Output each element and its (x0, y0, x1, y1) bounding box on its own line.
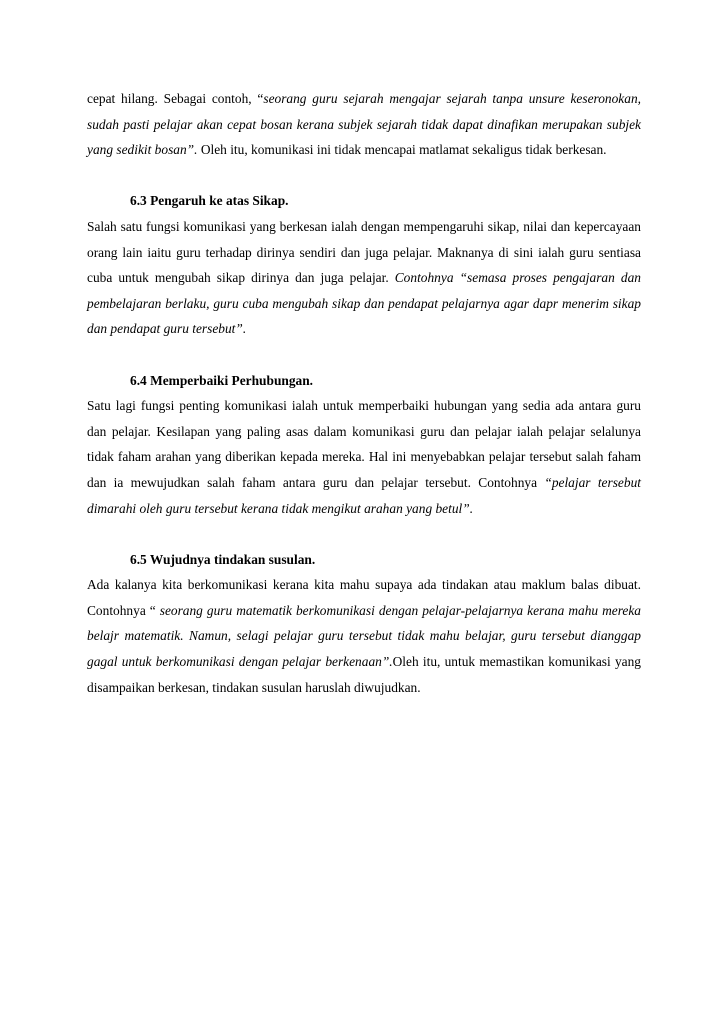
section-paragraph-6-3 (87, 214, 641, 342)
section-6-5-text: Ada kalanya kita berkomunikasi kerana kita mahu supaya ada tindakan atau maklum balas dibuat. Contohnya “ (87, 577, 641, 618)
spacer (87, 521, 641, 547)
section-6-5-quote: seorang guru matematik berkomunikasi dengan pelajar-pelajarnya kerana mahu mereka belajr matematik. Namun, selagi pelajar guru tersebut tidak mahu belajar, guru tersebut dianggap gagal untuk berkomunikasi dengan pelajar berkenaan”. (87, 602, 641, 670)
section-paragraph-6-5 (87, 572, 641, 700)
intro-quote: seorang guru sejarah mengajar sejarah tanpa unsure keseronokan, sudah pasti pelajar akan cepat bosan kerana subjek sejarah tidak dapat dinafikan merupakan subjek yang sedikit bosan”. (87, 91, 641, 158)
intro-text: cepat hilang. Sebagai contoh, “ (87, 91, 264, 106)
spacer (87, 342, 641, 368)
intro-paragraph (87, 86, 641, 163)
section-6-3-text: Salah satu fungsi komunikasi yang berkesan ialah dengan mempengaruhi sikap, nilai dan kepercayaan orang lain iaitu guru terhadap dirinya sendiri dan juga pelajar. Maknanya di sini ialah guru sentiasa cuba untuk mengubah sikap dirinya dan juga pelajar. (87, 218, 641, 286)
section-heading-6-5: 6.5 Wujudnya tindakan susulan. (130, 551, 316, 567)
section-6-4-text: Satu lagi fungsi penting komunikasi ialah untuk memperbaiki hubungan yang sedia ada antara guru dan pelajar. Kesilapan yang paling asas dalam komunikasi guru dan pelajar ialah pelajar selalunya tidak faham arahan yang diberikan kepada mereka. Hal ini menyebabkan pelajar tersebut salah faham dan ia mewujudkan salah faham antara guru dan pelajar tersebut. Contohnya (87, 398, 641, 490)
section-6-3-quote: Contohnya “semasa proses pengajaran dan pembelajaran berlaku, guru cuba mengubah sikap dan pendapat pelajarnya agar dapr menerim sikap dan pendapat guru tersebut”. (87, 270, 641, 337)
section-6-4-quote: “pelajar tersebut dimarahi oleh guru tersebut kerana tidak mengikut arahan yang betul”. (87, 474, 641, 516)
section-heading-6-4: 6.4 Memperbaiki Perhubungan. (130, 372, 314, 388)
section-heading-6-3: 6.3 Pengaruh ke atas Sikap. (130, 193, 289, 209)
spacer (87, 163, 641, 189)
section-paragraph-6-4 (87, 393, 641, 521)
section-6-5-rest: Oleh itu, untuk memastikan komunikasi yang disampaikan berkesan, tindakan susulan haruslah diwujudkan. (87, 654, 641, 695)
document-page (87, 86, 641, 700)
intro-rest: Oleh itu, komunikasi ini tidak mencapai matlamat sekaligus tidak berkesan. (197, 142, 607, 158)
